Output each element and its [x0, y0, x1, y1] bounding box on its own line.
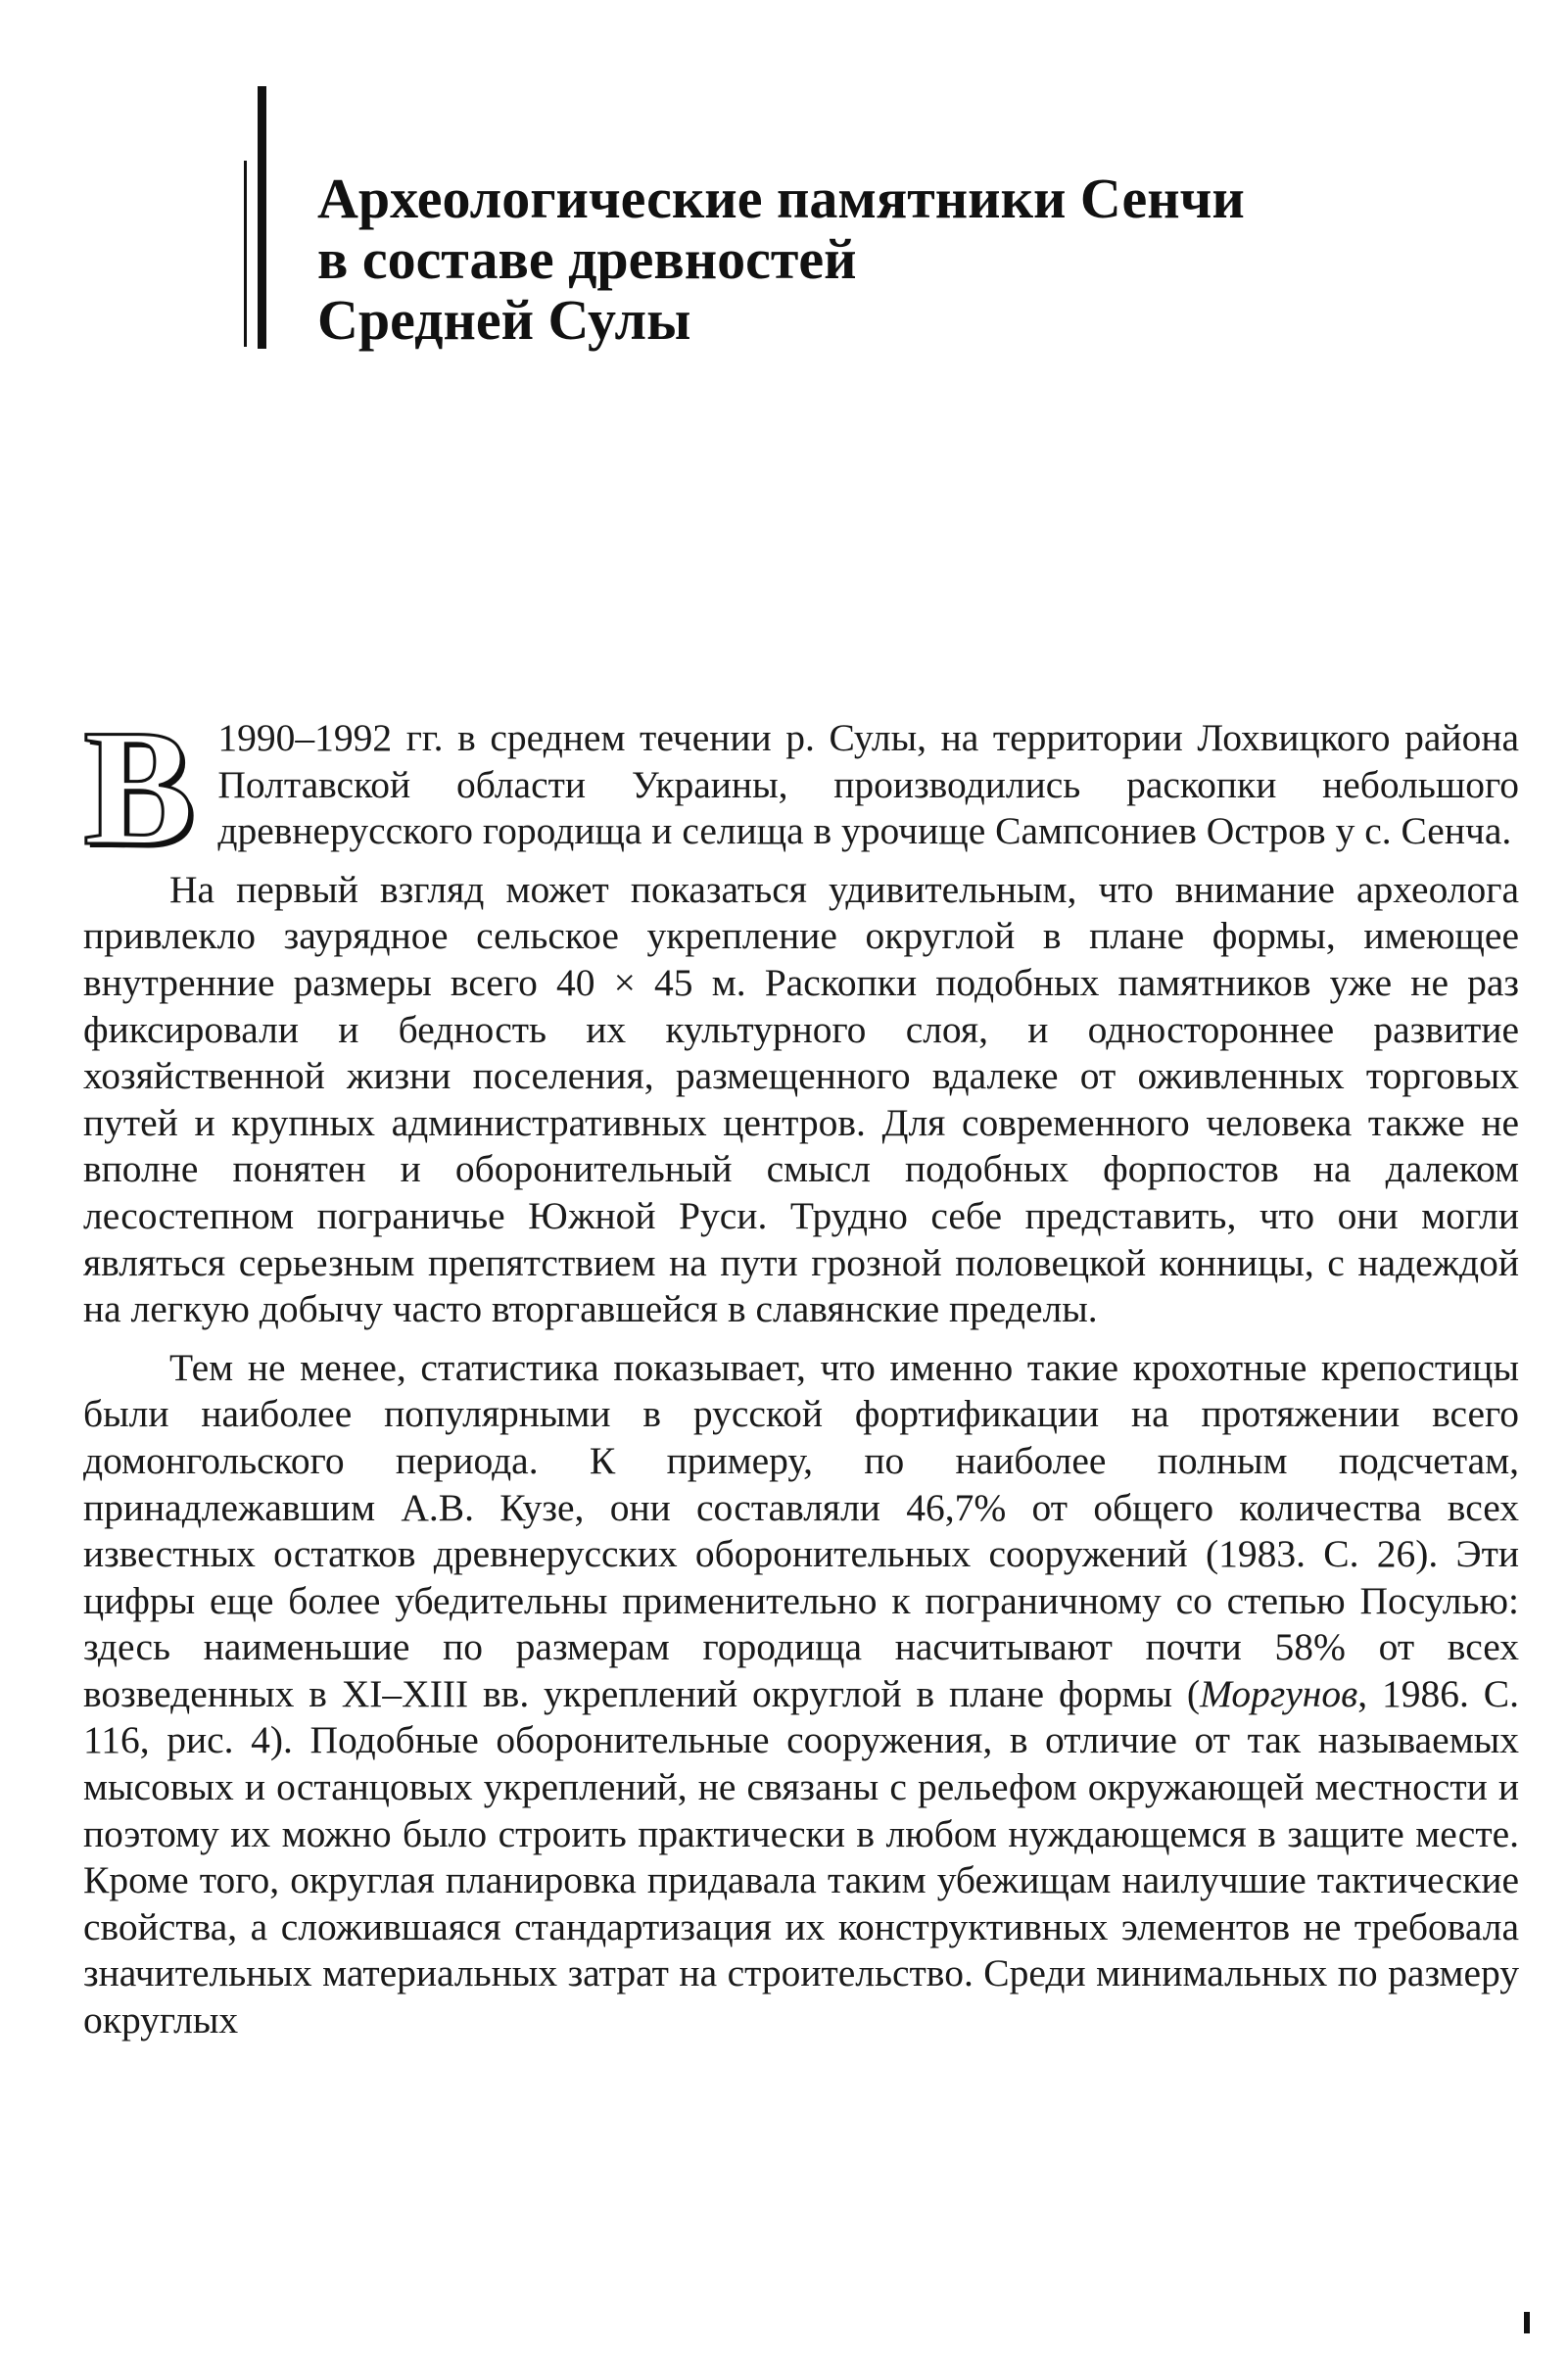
paragraph-3-text-b: , 1986. С. 116, рис. 4). Подобные оборонительные сооружения, в отличие от так называемых мысовых и останцовых укреплений, не связаны с рельефом окружающей местности и поэтому их можно было строить практически в любом нуждающемся в защите месте. Кроме того, округлая планировка придавала таким убежищам наилучшие тактические свойства, а сложившаяся стандартизация их конструктивных элементов не требовала значительных материальных затрат на строительство. Среди минимальных по размеру округлых	[83, 1671, 1519, 2042]
paragraph-1	[83, 696, 1519, 880]
paragraph-2: На первый взгляд может показаться удивительным, что внимание археолога привлекло заурядное сельское укрепление округлой в плане формы, имеющее внутренние размеры всего 40 × 45 м. Раскопки подобных памятников уже не раз фиксировали и бедность их культурного слоя, и одностороннее развитие хозяйственной жизни поселения, размещенного вдалеке от оживленных торговых путей и крупных административных центров. Для современного человека также не вполне понятен и оборонительный смысл подобных форпостов на далеком лесостепном пограничье Южной Руси. Трудно себе представить, что они могли являться серьезным препятствием на пути грозной половецкой конницы, с надеждой на легкую добычу часто вторгавшейся в славянские пределы.	[83, 867, 1519, 1331]
author-citation: Моргунов	[1200, 1671, 1358, 1715]
chapter-title-line-3: Средней Сулы	[317, 288, 691, 352]
chapter-title	[317, 168, 1245, 351]
paragraph-1-text: 1990–1992 гг. в среднем течении р. Сулы, на территории Лохвицкого района Полтавской области Украины, производились раскопки небольшого древнерусского городища и селища в урочище Сампсониев Остров у с. Сенча.	[217, 716, 1519, 853]
page-mark	[1524, 2312, 1530, 2333]
title-rule-thin	[244, 161, 247, 347]
paragraph-3	[83, 1345, 1519, 2044]
article-body	[83, 696, 1519, 2056]
title-rule-thick	[258, 86, 266, 349]
chapter-title-line-2: в составе древностей	[317, 227, 857, 291]
chapter-title-line-1: Археологические памятники Сенчи	[317, 167, 1245, 230]
drop-cap: В	[83, 696, 195, 880]
paragraph-3-text-a: Тем не менее, статистика показывает, что именно такие крохотные крепостицы были наиболее популярными в русской фортификации на протяжении всего домонгольского периода. К примеру, по наиболее полным подсчетам, принадлежавшим А.В. Кузе, они составляли 46,7% от общего количества всех известных остатков древнерусских оборонительных сооружений (1983. С. 26). Эти цифры еще более убедительны применительно к пограничному со степью Посулью: здесь наименьшие по размерам городища насчитывают почти 58% от всех возведенных в XI–XIII вв. укреплений округлой в плане формы (	[83, 1345, 1519, 1715]
